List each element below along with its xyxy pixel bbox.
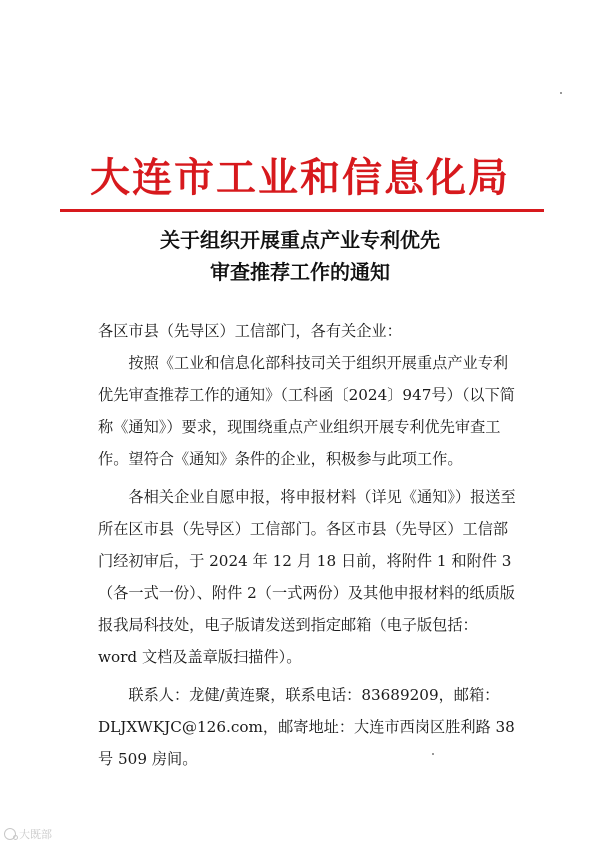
title-line-1: 关于组织开展重点产业专利优先: [160, 228, 440, 252]
title-line-2: 审查推荐工作的通知: [210, 260, 390, 284]
watermark: [4, 826, 52, 842]
watermark-text: 大既部: [19, 828, 52, 841]
salutation: 各区市县（先导区）工信部门，各有关企业：: [98, 322, 402, 340]
paragraph-requirements: 按照《工业和信息化部科技司关于组织开展重点产业专利优先审查推荐工作的通知》（工科函〔2024〕947号）（以下简称《通知》）要求，现围绕重点产业组织开展专利优先审查工作。望符合《通知》条件的企业，积极参与此项工作。: [98, 354, 515, 468]
scan-speck: [560, 92, 562, 94]
paragraph-contact: 联系人：龙健/黄连聚，联系电话：83689209，邮箱：DLJXWKJC@126.com，邮寄地址：大连市西岗区胜利路 38 号 509 房间。: [98, 686, 515, 768]
document-body: [98, 315, 516, 775]
issuing-org-header: 大连市工业和信息化局: [90, 154, 510, 201]
document-title: [0, 224, 600, 288]
scan-speck: [432, 753, 434, 755]
paragraph-submission: 各相关企业自愿申报，将申报材料（详见《通知》）报送至所在区市县（先导区）工信部门。各区市县（先导区）工信部门经初审后，于 2024 年 12 月 18 日前，将附件 1 和附件 3（各一式一份）、附件 2（一式两份）及其他申报材料的纸质版报我局科技处，电子版请发送到指定邮箱（电子版包括：word 文档及盖章版扫描件）。: [98, 488, 516, 666]
red-divider-line: [60, 209, 544, 212]
watermark-icon: [4, 828, 16, 840]
